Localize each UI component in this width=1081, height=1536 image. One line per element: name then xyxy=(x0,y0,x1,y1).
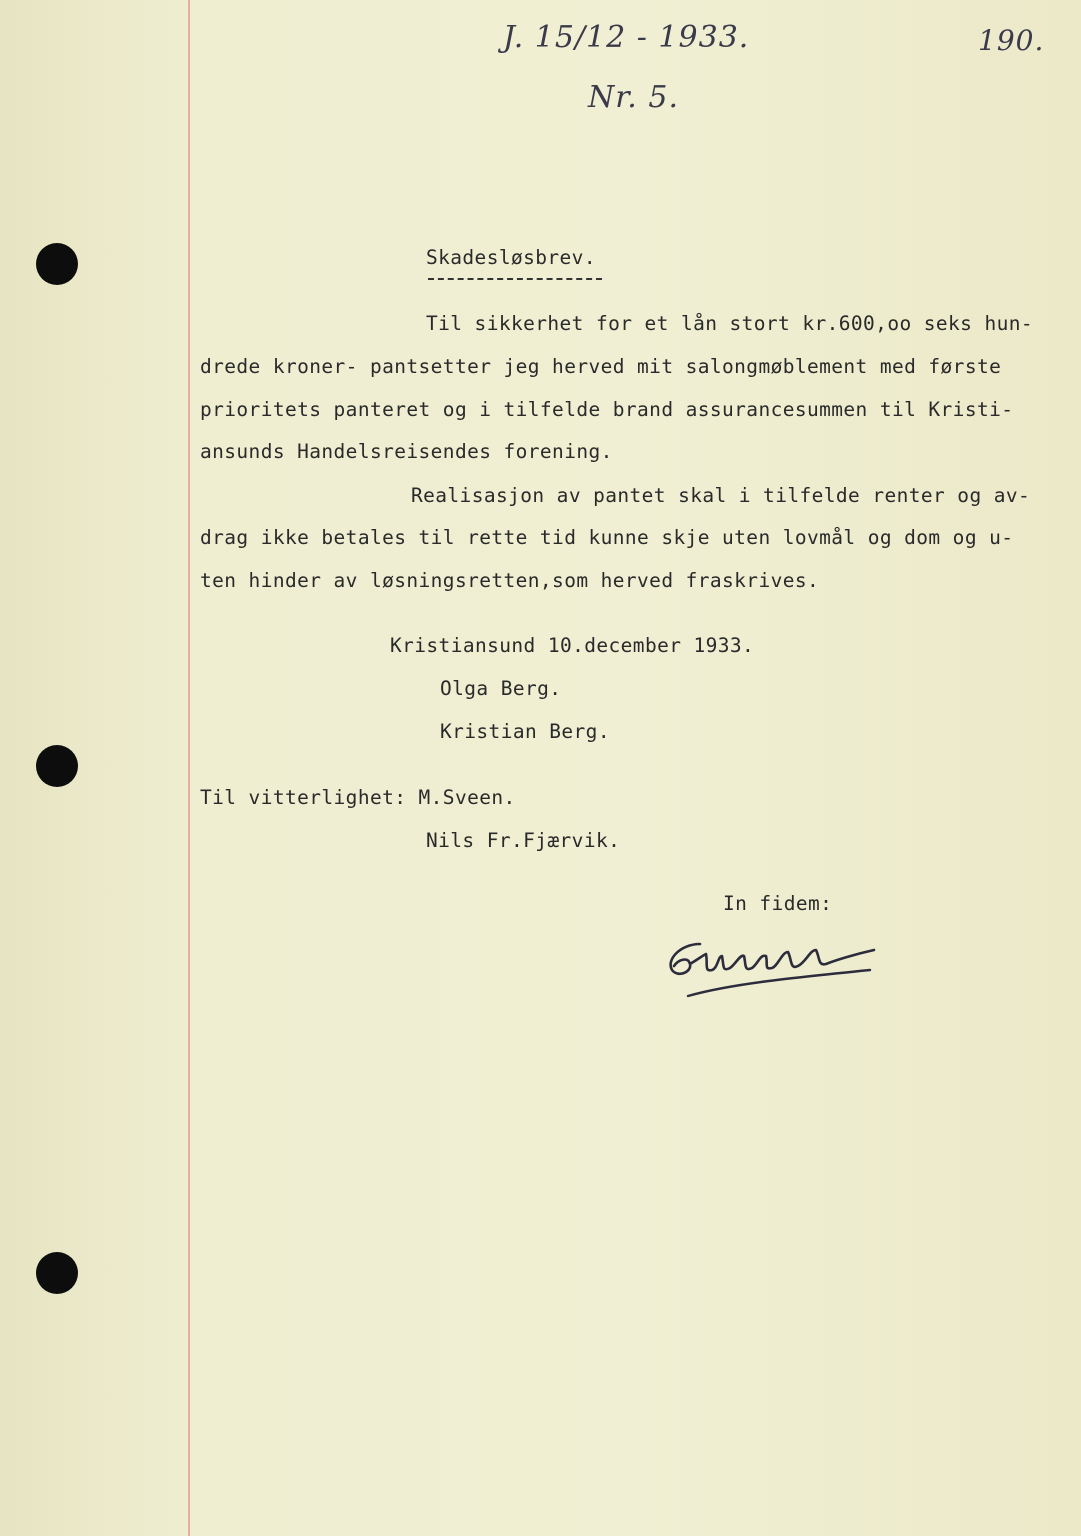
witness-second: Nils Fr.Fjærvik. xyxy=(426,829,621,852)
body-line-6: drag ikke betales til rette tid kunne skje uten lovmål og dom og u- xyxy=(200,526,1014,549)
punch-hole-icon xyxy=(36,243,78,285)
signatory-2: Kristian Berg. xyxy=(440,720,610,743)
document-title: Skadesløsbrev. xyxy=(426,246,596,269)
punch-hole-icon xyxy=(36,1252,78,1294)
page-number: 190. xyxy=(978,24,1045,57)
in-fidem-label: In fidem: xyxy=(723,892,833,915)
signatory-1: Olga Berg. xyxy=(440,677,562,700)
body-line-2: drede kroner- pantsetter jeg herved mit salongmøblement med første xyxy=(200,355,1002,378)
body-line-3: prioritets panteret og i tilfelde brand assurancesummen til Kristi- xyxy=(200,398,1014,421)
handwritten-number-note: Nr. 5. xyxy=(588,80,679,115)
body-line-4: ansunds Handelsreisendes forening. xyxy=(200,440,613,463)
witness-line: Til vitterlighet: M.Sveen. xyxy=(200,786,516,809)
body-line-7: ten hinder av løsningsretten,som herved fraskrives. xyxy=(200,569,820,592)
body-line-1: Til sikkerhet for et lån stort kr.600,oo seks hun- xyxy=(426,312,1033,335)
handwritten-date-note: J. 15/12 - 1933. xyxy=(503,20,750,55)
punch-hole-icon xyxy=(36,745,78,787)
handwritten-signature-icon xyxy=(660,930,890,1014)
place-date: Kristiansund 10.december 1933. xyxy=(390,634,755,657)
body-line-5: Realisasjon av pantet skal i tilfelde renter og av- xyxy=(411,484,1031,507)
title-underline xyxy=(428,278,602,280)
red-margin-line xyxy=(188,0,190,1536)
